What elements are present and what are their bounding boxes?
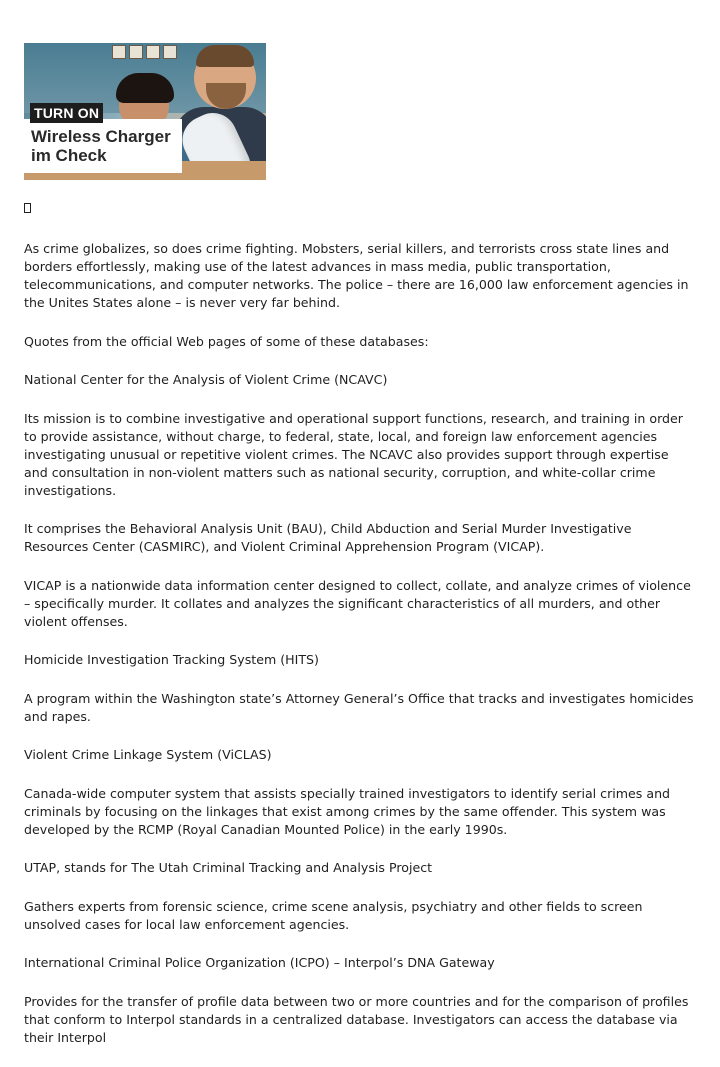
- paragraph: Quotes from the official Web pages of some of these databases:: [24, 333, 429, 349]
- section-heading: Homicide Investigation Tracking System (HITS): [24, 652, 319, 667]
- advertisement-banner[interactable]: [24, 43, 266, 180]
- section-heading: International Criminal Police Organization (ICPO) – Interpol’s DNA Gateway: [24, 955, 495, 970]
- section-heading: Violent Crime Linkage System (ViCLAS): [24, 747, 272, 762]
- paragraph: Gathers experts from forensic science, crime scene analysis, psychiatry and other fields to screen unsolved cases for local law enforcement agencies.: [24, 898, 643, 932]
- ad-headline: Wireless Charger im Check: [31, 127, 171, 165]
- paragraph: It comprises the Behavioral Analysis Unit (BAU), Child Abduction and Serial Murder Investigative Resources Center (CASMIRC), and Violent Criminal Apprehension Program (VICAP).: [24, 521, 632, 554]
- missing-glyph-icon: [24, 203, 31, 213]
- section-heading: UTAP, stands for The Utah Criminal Tracking and Analysis Project: [24, 860, 433, 875]
- section-heading: National Center for the Analysis of Violent Crime (NCAVC): [24, 372, 388, 387]
- ad-wall-frames: [112, 45, 177, 59]
- ad-person-man-hair: [196, 45, 254, 67]
- paragraph: A program within the Washington state’s Attorney General’s Office that tracks and investigates homicides and rapes.: [24, 690, 694, 724]
- paragraph: VICAP is a nationwide data information center designed to collect, collate, and analyze crimes of violence – specifically murder. It collates and analyzes the significant characteristics of all murders, and other violent offenses.: [24, 577, 691, 629]
- paragraph: Its mission is to combine investigative and operational support functions, research, and training in order to provide assistance, without charge, to federal, state, local, and foreign law enforcement agencies investigating unusual or repetitive violent crimes. The NCAVC also provides support through expertise and consultation in non-violent matters such as national security, corruption, and white-collar crime investigations.: [24, 410, 683, 498]
- paragraph: Provides for the transfer of profile data between two or more countries and for the comparison of profiles that conform to Interpol standards in a centralized database. Investigators can access the database via their Interpol: [24, 993, 689, 1045]
- ad-badge: TURN ON: [30, 103, 103, 123]
- article-body: [24, 240, 696, 1067]
- ad-person-woman-hair: [116, 73, 174, 103]
- paragraph: Canada-wide computer system that assists specially trained investigators to identify serial crimes and criminals by focusing on the linkages that exist among crimes by the same offender. This system was developed by the RCMP (Royal Canadian Mounted Police) in the early 1990s.: [24, 785, 671, 837]
- paragraph: As crime globalizes, so does crime fighting. Mobsters, serial killers, and terrorists cross state lines and borders effortlessly, making use of the latest advances in mass media, public transportation, telecommunications, and computer networks. The police – there are 16,000 law enforcement agencies in the Unites States alone – is never very far behind.: [24, 241, 689, 310]
